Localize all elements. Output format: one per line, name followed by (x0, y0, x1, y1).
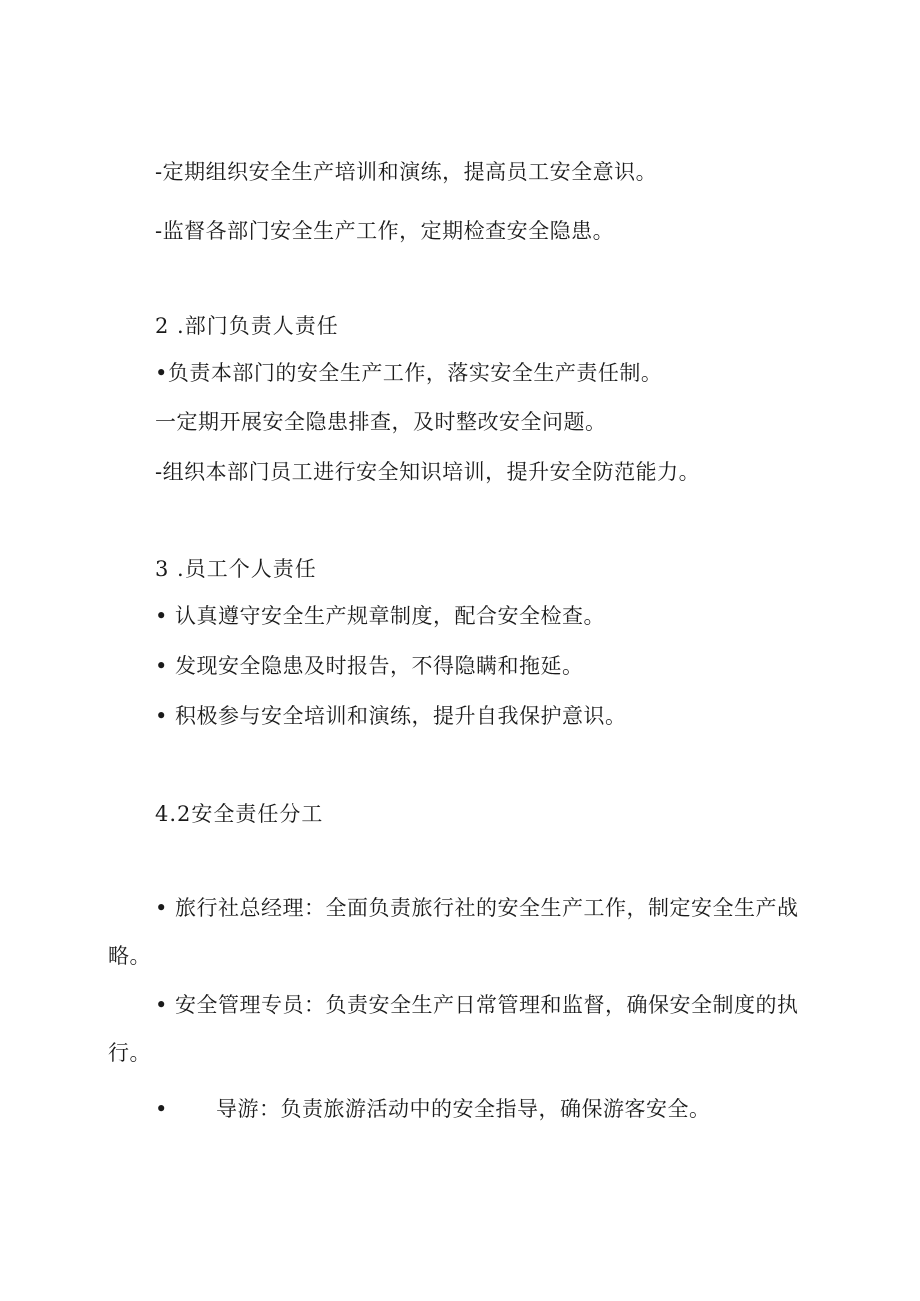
duty-line-hazard-check: 一定期开展安全隐患排查，及时整改安全问题。 (155, 410, 607, 434)
list-item-join-training: • 积极参与安全培训和演练，提升自我保护意识。 (155, 704, 627, 728)
list-item-report-hazards: • 发现安全隐患及时报告，不得隐瞒和拖延。 (155, 654, 584, 678)
list-item-general-manager-cont: 略。 (108, 944, 151, 968)
heading-employee: 3 .员工个人责任 (155, 557, 317, 581)
list-item-tour-guide: 导游：负责旅游活动中的安全指导，确保游客安全。 (216, 1097, 711, 1121)
duty-line-knowledge-training: -组织本部门员工进行安全知识培训，提升安全防范能力。 (155, 460, 701, 484)
duty-line-department-work: •负责本部门的安全生产工作，落实安全生产责任制。 (155, 361, 663, 385)
list-item-general-manager: • 旅行社总经理：全面负责旅行社的安全生产工作，制定安全生产战 (155, 896, 799, 920)
heading-department-head: 2 .部门负责人责任 (155, 314, 339, 338)
list-item-safety-officer-cont: 行。 (108, 1041, 151, 1065)
heading-responsibility-division: 4.2安全责任分工 (155, 802, 324, 826)
list-item-obey-rules: • 认真遵守安全生产规章制度，配合安全检查。 (155, 604, 606, 628)
duty-line-training: -定期组织安全生产培训和演练，提高员工安全意识。 (155, 160, 658, 184)
list-item-tour-guide-bullet: • (155, 1097, 168, 1121)
duty-line-supervision: -监督各部门安全生产工作，定期检查安全隐患。 (155, 219, 615, 243)
list-item-safety-officer: • 安全管理专员：负责安全生产日常管理和监督，确保安全制度的执 (155, 993, 799, 1017)
